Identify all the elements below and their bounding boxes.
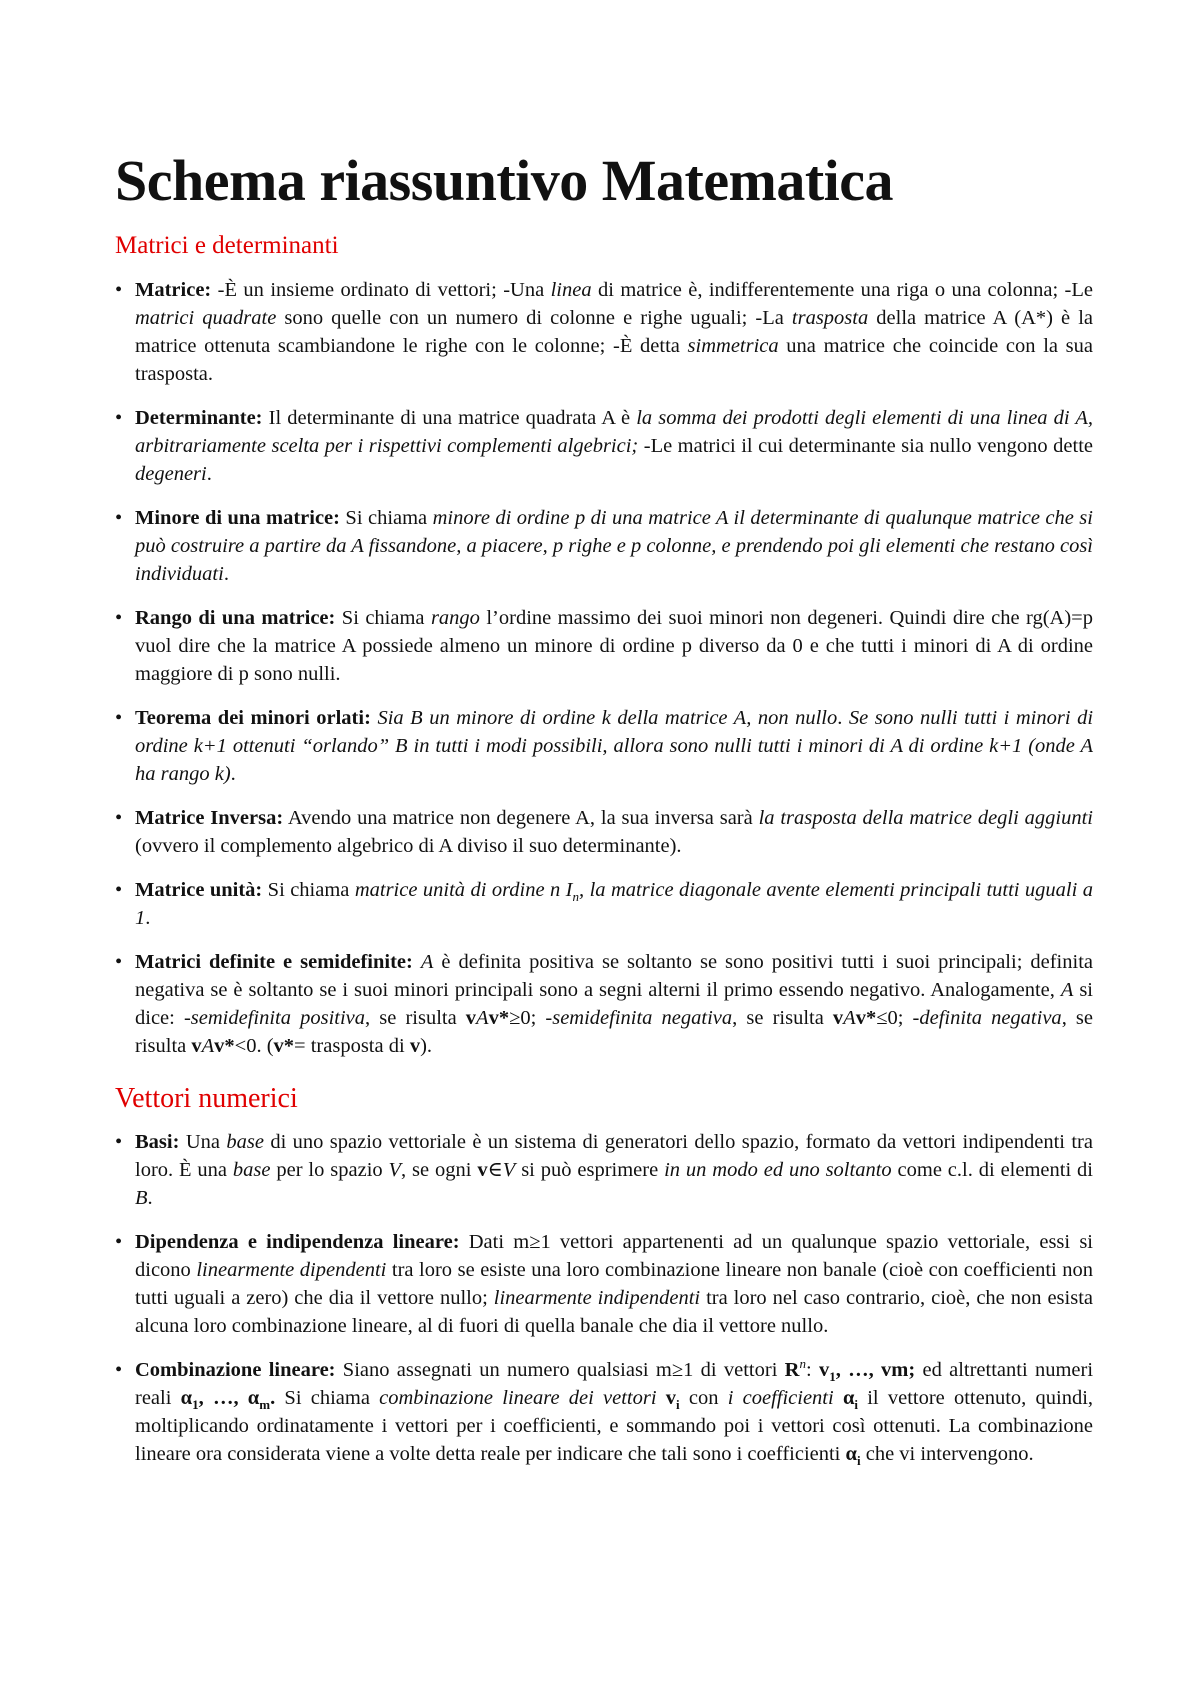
- bullet-icon: •: [115, 879, 123, 901]
- list-vettori: [115, 1128, 1093, 1468]
- term: Rango di una matrice:: [135, 607, 336, 629]
- section-heading-matrici: Matrici e determinanti: [115, 232, 339, 259]
- section-heading-vettori: Vettori numerici: [115, 1083, 298, 1114]
- term: Teorema dei minori orlati:: [135, 707, 371, 729]
- term: Matrici definite e semidefinite:: [135, 951, 413, 973]
- term: Combinazione lineare:: [135, 1359, 336, 1381]
- list-item-unita: • Matrice unità: Si chiama matrice unità di ordine n $I_n$, la matrice diagonale avente elementi principali tutti uguali a 1.: [115, 876, 1093, 932]
- list-matrici: [115, 276, 1093, 1060]
- bullet-icon: •: [115, 507, 123, 529]
- term: Determinante:: [135, 407, 263, 429]
- list-item-minori-orlati: • Teorema dei minori orlati: Sia B un minore di ordine k della matrice A, non nullo. Se sono nulli tutti i minori di ordine k+1 ottenuti “orlando” B in tutti i modi possibili, allora sono nulli tutti i minori di A di ordine k+1 (onde A ha rango k).: [115, 704, 1093, 788]
- bullet-icon: •: [115, 407, 123, 429]
- list-item-dipendenza: • Dipendenza e indipendenza lineare: Dati m≥1 vettori appartenenti ad un qualunque spazio vettoriale, essi si dicono linearmente dipendenti tra loro se esiste una loro combinazione lineare non banale (cioè con coefficienti non tutti uguali a zero) che dia il vettore nullo; linearmente indipendenti tra loro nel caso contrario, cioè, che non esista alcuna loro combinazione lineare, al di fuori di quella banale che dia il vettore nullo.: [115, 1228, 1093, 1340]
- list-item-matrice: • Matrice: -È un insieme ordinato di vettori; -Una linea di matrice è, indifferentemente una riga o una colonna; -Le matrici quadrate sono quelle con un numero di colonne e righe uguali; -La trasposta della matrice A (A*) è la matrice ottenuta scambiandone le righe con le colonne; -È detta simmetrica una matrice che coincide con la sua trasposta.: [115, 276, 1093, 388]
- bullet-icon: •: [115, 1231, 123, 1253]
- list-item-rango: • Rango di una matrice: Si chiama rango l’ordine massimo dei suoi minori non degeneri. Quindi dire che rg(A)=p vuol dire che la matrice A possiede almeno un minore di ordine p diverso da 0 e che tutti i minori di A di ordine maggiore di p sono nulli.: [115, 604, 1093, 688]
- bullet-icon: •: [115, 1131, 123, 1153]
- list-item-basi: • Basi: Una base di uno spazio vettoriale è un sistema di generatori dello spazio, formato da vettori indipendenti tra loro. È una base per lo spazio V, se ogni v∈V si può esprimere in un modo ed uno soltanto come c.l. di elementi di B.: [115, 1128, 1093, 1212]
- term: Dipendenza e indipendenza lineare:: [135, 1231, 460, 1253]
- bullet-icon: •: [115, 807, 123, 829]
- bullet-icon: •: [115, 1359, 123, 1381]
- document-content: [115, 148, 1093, 1468]
- list-item-combinazione: • Combinazione lineare: Siano assegnati un numero qualsiasi m≥1 di vettori $R^n$: $v_1$, …, vm; ed altrettanti numeri reali $\alpha_1$, …, $\alpha_m$. Si chiama combinazione lineare dei vettori $v_i$ con i coefficienti $\alpha_i$ il vettore ottenuto, quindi, moltiplicando ordinatamente i vettori per i coefficienti, e sommando poi i vettori così ottenuti. La combinazione lineare ora considerata viene a volte detta reale per indicare che tali sono i coefficienti $\alpha_i$ che vi intervengono.: [115, 1356, 1094, 1469]
- term: Basi:: [135, 1131, 180, 1153]
- bullet-icon: •: [115, 707, 123, 729]
- term: Matrice unità:: [135, 879, 263, 901]
- list-item-minore: • Minore di una matrice: Si chiama minore di ordine p di una matrice A il determinante di qualunque matrice che si può costruire a partire da A fissandone, a piacere, p righe e p colonne, e prendendo poi gli elementi che restano così individuati.: [115, 504, 1093, 588]
- bullet-icon: •: [115, 607, 123, 629]
- page-title: Schema riassuntivo Matematica: [115, 148, 894, 213]
- bullet-icon: •: [115, 279, 123, 301]
- list-item-definite: • Matrici definite e semidefinite: A è definita positiva se soltanto se sono positivi tutti i suoi principali; definita negativa se è soltanto se i suoi minori principali sono a segni alterni il primo essendo negativo. Analogamente, A si dice: -semidefinita positiva, se risulta vAv*≥0; -semidefinita negativa, se risulta vAv*≤0; -definita negativa, se risulta vAv*<0. (v*= trasposta di v).: [115, 948, 1093, 1060]
- list-item-inversa: • Matrice Inversa: Avendo una matrice non degenere A, la sua inversa sarà la trasposta della matrice degli aggiunti (ovvero il complemento algebrico di A diviso il suo determinante).: [115, 804, 1093, 860]
- term: Minore di una matrice:: [135, 507, 340, 529]
- term: Matrice Inversa:: [135, 807, 284, 829]
- bullet-icon: •: [115, 951, 123, 973]
- term: Matrice:: [135, 279, 212, 301]
- list-item-determinante: • Determinante: Il determinante di una matrice quadrata A è la somma dei prodotti degli elementi di una linea di A, arbitrariamente scelta per i rispettivi complementi algebrici; -Le matrici il cui determinante sia nullo vengono dette degeneri.: [115, 404, 1093, 488]
